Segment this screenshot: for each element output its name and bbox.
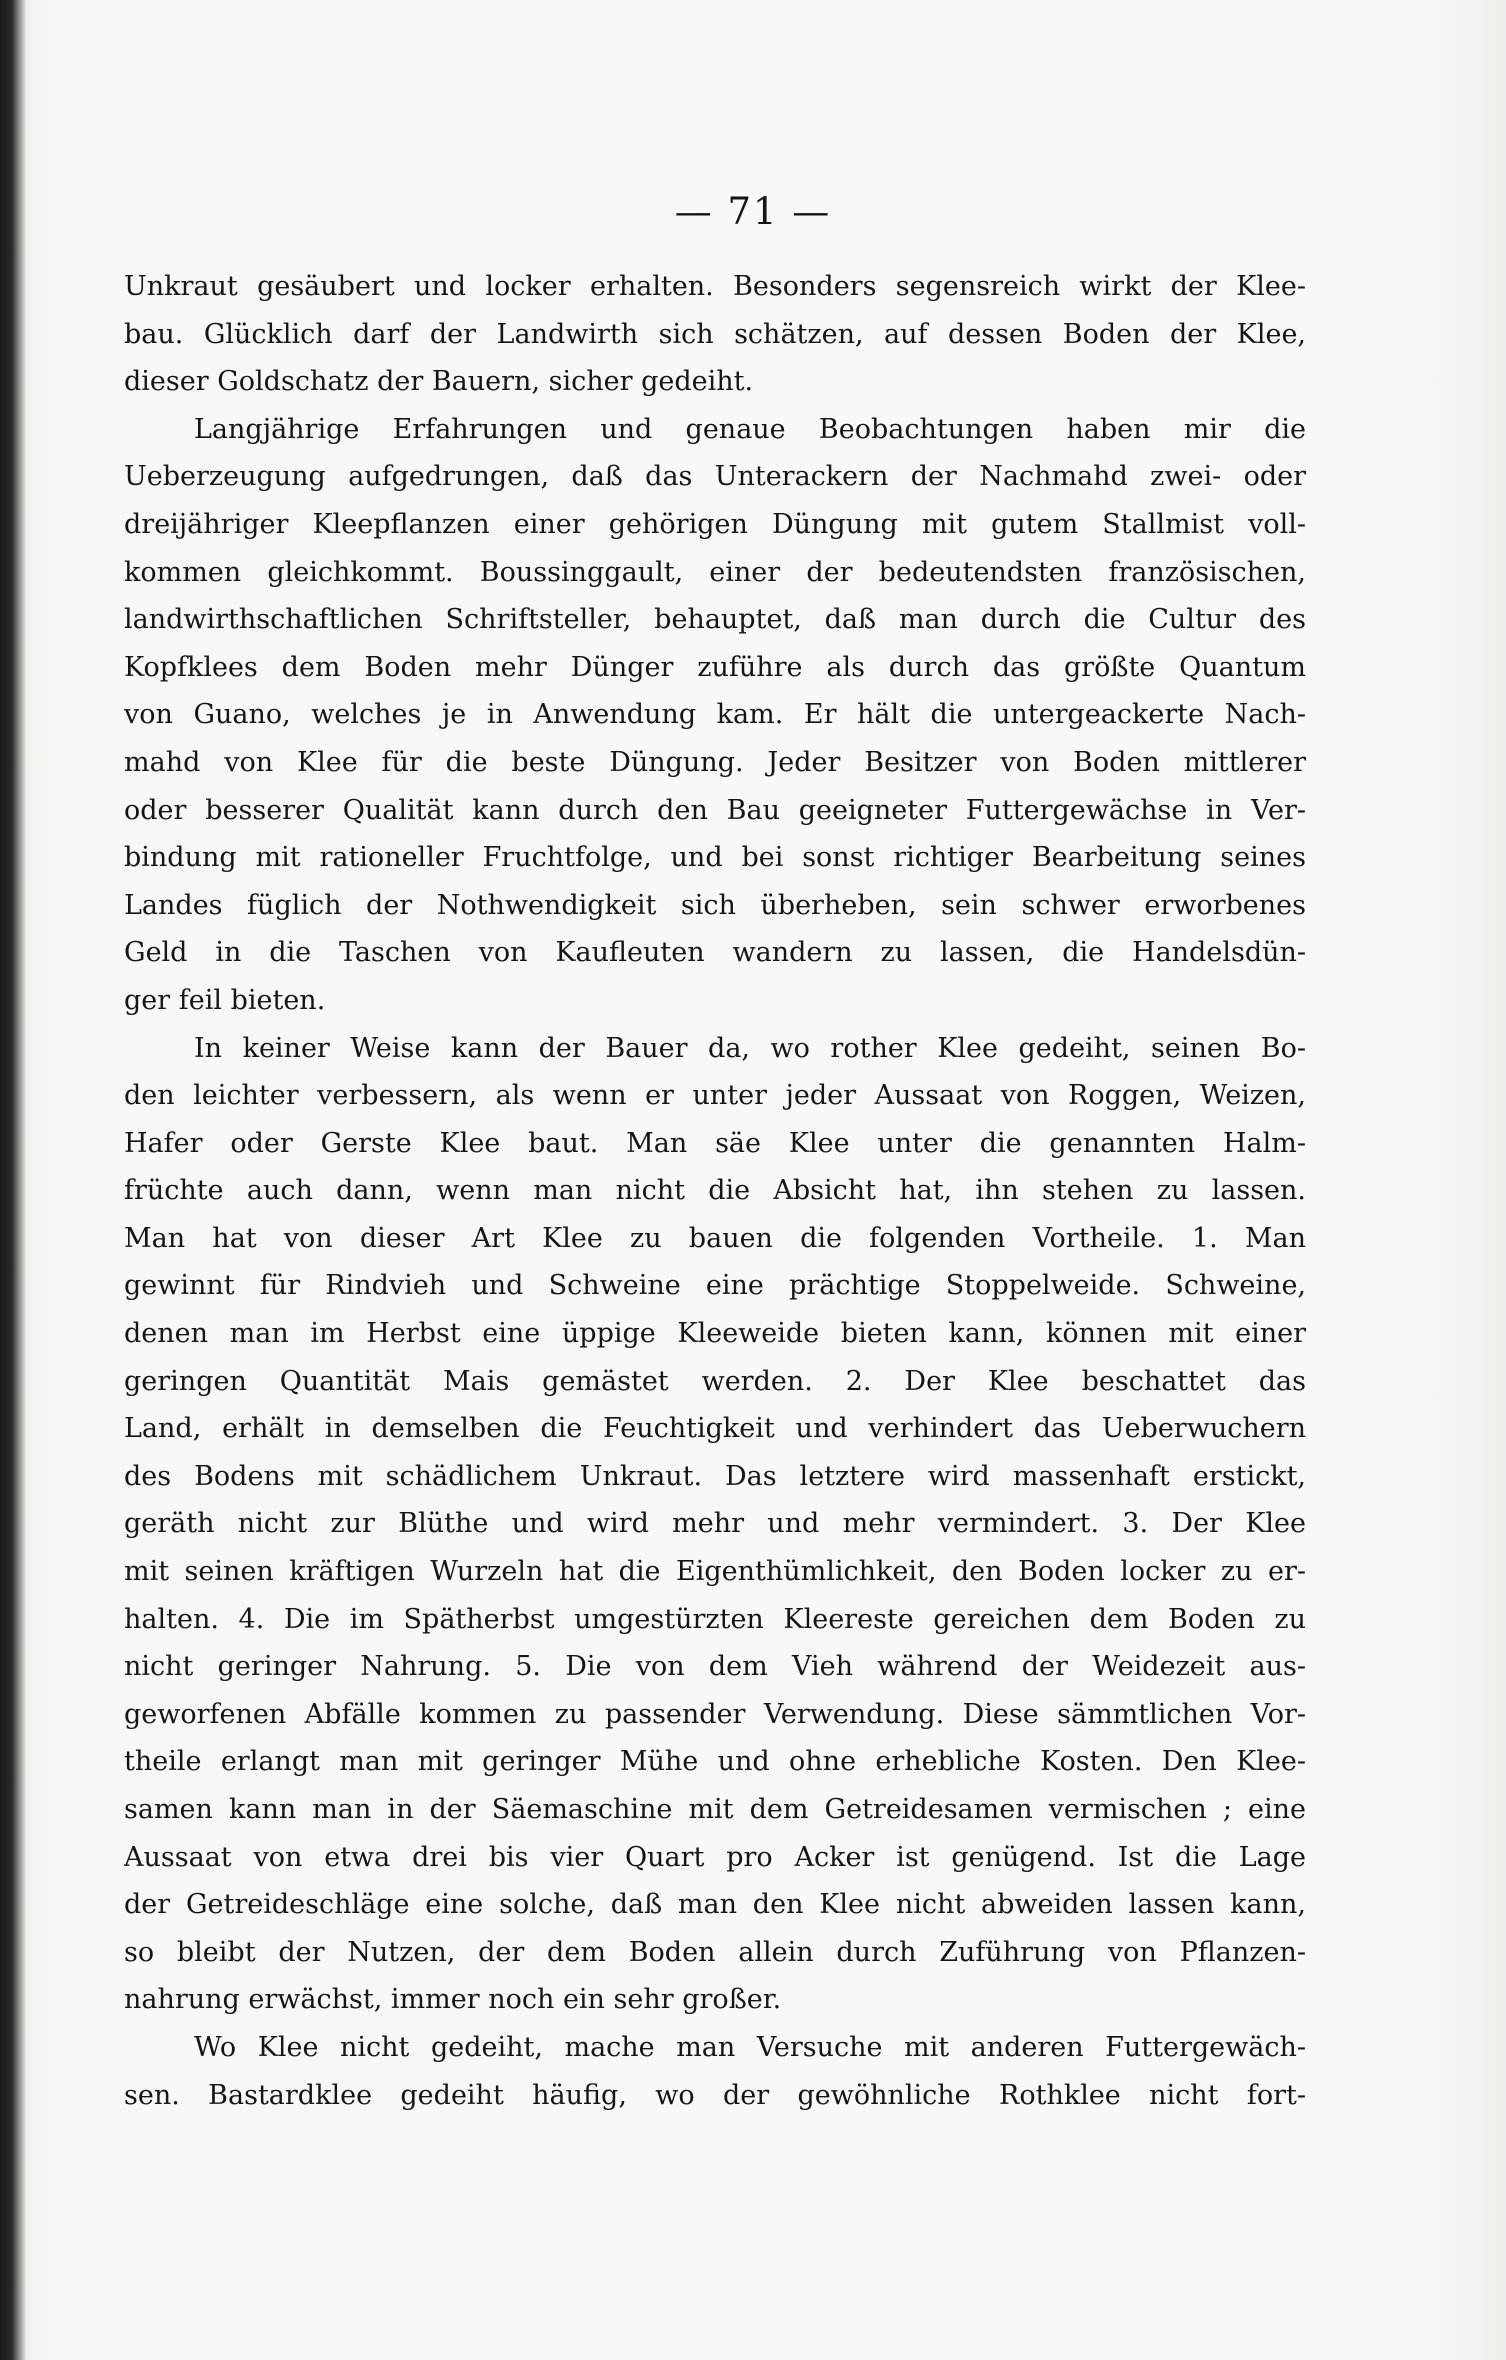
text-line: geringen Quantität Mais gemästet werden. 2. Der Klee beschattet das [124,1365,1306,1397]
text-line: dieser Goldschatz der Bauern, sicher gedeiht. [124,366,754,398]
text-line: denen man im Herbst eine üppige Kleeweide bieten kann, können mit einer [124,1318,1306,1350]
text-line: mit seinen kräftigen Wurzeln hat die Eigenthümlichkeit, den Boden locker zu er- [124,1556,1306,1588]
text-line: von Guano, welches je in Anwendung kam. Er hält die untergeackerte Nach- [124,699,1306,731]
text-line: Kopfklees dem Boden mehr Dünger zuführe als durch das größte Quantum [124,651,1306,683]
text-line: den leichter verbessern, als wenn er unter jeder Aussaat von Roggen, Weizen, [124,1080,1306,1112]
text-line: kommen gleichkommt. Boussinggault, einer der bedeutendsten französischen, [124,556,1306,588]
text-line: bau. Glücklich darf der Landwirth sich schätzen, auf dessen Boden der Klee, [124,318,1306,350]
text-line: landwirthschaftlichen Schriftsteller, behauptet, daß man durch die Cultur des [124,604,1306,636]
text-line: Langjährige Erfahrungen und genaue Beobachtungen haben mir die [194,413,1306,445]
page-number: — 71 — [674,190,832,233]
text-line: halten. 4. Die im Spätherbst umgestürzten Kleereste gereichen dem Boden zu [124,1603,1306,1635]
text-line: In keiner Weise kann der Bauer da, wo rother Klee gedeiht, seinen Bo- [194,1032,1306,1064]
text-line: sen. Bastardklee gedeiht häufig, wo der gewöhnliche Rothklee nicht fort- [124,2079,1306,2111]
text-line: theile erlangt man mit geringer Mühe und ohne erhebliche Kosten. Den Klee- [124,1746,1306,1778]
text-line: gewinnt für Rindvieh und Schweine eine prächtige Stoppelweide. Schweine, [124,1270,1306,1302]
text-line: Aussaat von etwa drei bis vier Quart pro Acker ist genügend. Ist die Lage [124,1841,1306,1873]
paragraph [124,1025,1306,2024]
text-line: Landes füglich der Nothwendigkeit sich überheben, sein schwer erworbenes [124,889,1306,921]
text-line: geräth nicht zur Blüthe und wird mehr und mehr vermindert. 3. Der Klee [124,1508,1306,1540]
text-line: des Bodens mit schädlichem Unkraut. Das letztere wird massenhaft erstickt, [124,1460,1306,1492]
text-line: Wo Klee nicht gedeiht, mache man Versuche mit anderen Futtergewäch- [194,2031,1306,2063]
text-line: nicht geringer Nahrung. 5. Die von dem Vieh während der Weidezeit aus- [124,1651,1306,1683]
text-line: samen kann man in der Säemaschine mit dem Getreidesamen vermischen ; eine [124,1794,1306,1825]
text-line: bindung mit rationeller Fruchtfolge, und bei sonst richtiger Bearbeitung seines [124,842,1306,874]
text-line: Man hat von dieser Art Klee zu bauen die folgenden Vortheile. 1. Man [124,1222,1306,1254]
paragraph [124,406,1306,1025]
paragraph [124,2024,1306,2119]
text-line: ger feil bieten. [124,984,326,1016]
text-line: mahd von Klee für die beste Düngung. Jeder Besitzer von Boden mittlerer [124,746,1306,778]
text-line: geworfenen Abfälle kommen zu passender Verwendung. Diese sämmtlichen Vor- [124,1698,1306,1730]
text-line: nahrung erwächst, immer noch ein sehr großer. [124,1984,782,2016]
body-text [124,263,1306,2119]
text-line: der Getreideschläge eine solche, daß man den Klee nicht abweiden lassen kann, [124,1889,1306,1921]
text-line: Hafer oder Gerste Klee baut. Man säe Klee unter die genannten Halm- [124,1127,1306,1159]
text-line: früchte auch dann, wenn man nicht die Absicht hat, ihn stehen zu lassen. [124,1175,1306,1207]
text-line: Land, erhält in demselben die Feuchtigkeit und verhindert das Ueberwuchern [124,1413,1306,1445]
text-line: Geld in die Taschen von Kaufleuten wandern zu lassen, die Handelsdün- [124,937,1306,969]
text-line: so bleibt der Nutzen, der dem Boden allein durch Zuführung von Pflanzen- [124,1936,1306,1968]
page-binding-edge [0,0,26,2360]
text-line: oder besserer Qualität kann durch den Bau geeigneter Futtergewächse in Ver- [124,794,1306,826]
text-line: Ueberzeugung aufgedrungen, daß das Unterackern der Nachmahd zwei- oder [124,461,1306,493]
text-line: Unkraut gesäubert und locker erhalten. Besonders segensreich wirkt der Klee- [124,271,1306,302]
text-line: dreijähriger Kleepflanzen einer gehörigen Düngung mit gutem Stallmist voll- [124,508,1306,540]
paragraph [124,263,1306,406]
